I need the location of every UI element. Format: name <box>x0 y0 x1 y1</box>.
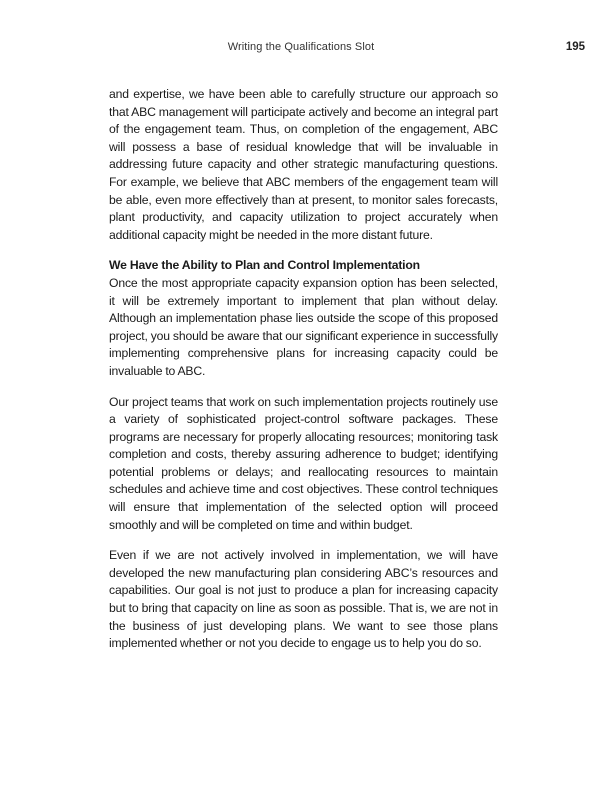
paragraph-project-control: Our project teams that work on such implementation projects routinely use a variety of sophisticated project-control software packages. These programs are necessary for properly allocating resources; monitoring task completion and costs, thereby assuring adherence to budget; identifying potential problems or delays; and reallocating resources to maintain schedules and achieve time and cost objectives. These control techniques will ensure that implementation of the selected option will proceed smoothly and will be completed on time and within budget. <box>109 394 498 532</box>
running-head: Writing the Qualifications Slot <box>227 41 375 53</box>
paragraph-continuation: and expertise, we have been able to carefully structure our approach so that ABC management will participate actively and become an integral part of the engagement team. Thus, on completion of the engagement, ABC will possess a base of residual knowledge that will be invaluable in addressing future capacity and other strategic manufacturing questions. For example, we believe that ABC members of the engagement team will be able, even more effectively than at present, to monitor sales forecasts, plant productivity, and capacity utilization to project accurately when additional capacity might be needed in the more distant future. <box>109 87 498 242</box>
section-heading: We Have the Ability to Plan and Control Implementation <box>109 258 420 273</box>
paragraph-closing: Even if we are not actively involved in implementation, we will have developed the new manufacturing plan considering ABC’s resources and capabilities. Our goal is not just to produce a plan for increasing capacity but to bring that capacity on line as soon as possible. That is, we are not in the business of just developing plans. We want to see those plans implemented whether or not you decide to engage us to help you do so. <box>109 548 498 651</box>
page-header <box>0 41 602 57</box>
page-number: 195 <box>565 41 585 53</box>
paragraph-implementation-intro: Once the most appropriate capacity expansion option has been selected, it will be extremely important to implement that plan without delay. Although an implementation phase lies outside the scope of this proposed project, you should be aware that our significant experience in successfully implementing comprehensive plans for increasing capacity could be invaluable to ABC. <box>109 275 498 378</box>
body-text <box>109 86 498 653</box>
